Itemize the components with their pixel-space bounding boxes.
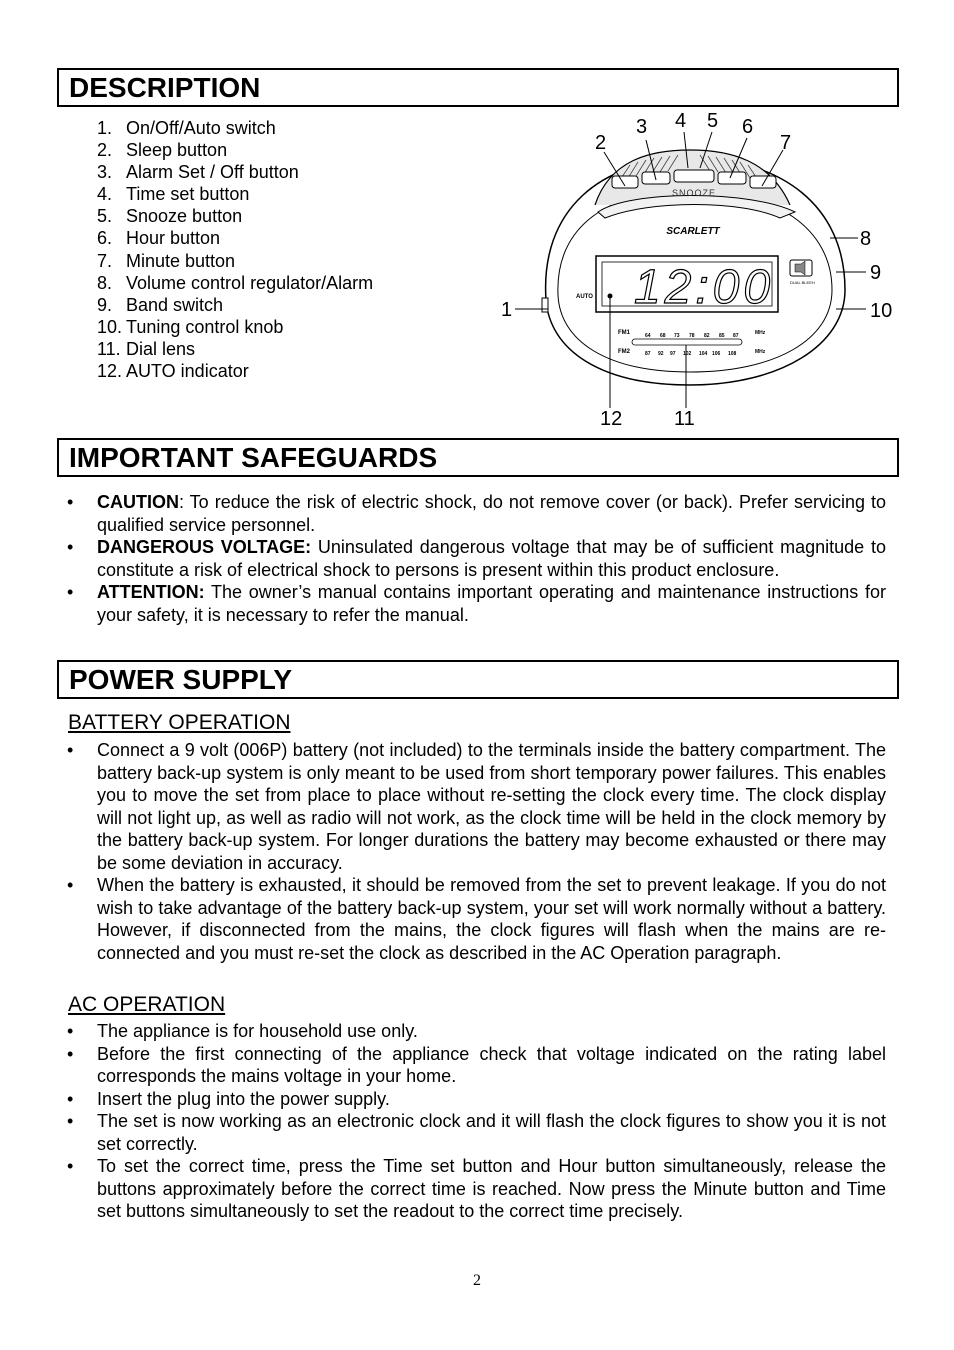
svg-text:68: 68	[660, 333, 666, 339]
svg-text:73: 73	[674, 333, 680, 339]
svg-text:64: 64	[645, 333, 651, 339]
svg-text:102: 102	[683, 351, 692, 357]
svg-text:104: 104	[699, 351, 708, 357]
page-number: 2	[473, 1272, 481, 1289]
svg-text:2: 2	[595, 132, 607, 154]
list-item: • Before the first connecting of the appliance check that voltage indicated on the rating label corresponds the mains voltage in your home.	[67, 1043, 886, 1086]
svg-text:106: 106	[712, 351, 721, 357]
svg-text:92: 92	[658, 351, 664, 357]
svg-text:6: 6	[742, 116, 754, 138]
clock-radio-diagram	[490, 105, 900, 435]
list-item: 1. On/Off/Auto switch	[97, 118, 276, 138]
list-item: • When the battery is exhausted, it should be removed from the set to prevent leakage. If you do not wish to take advantage of the battery back-up system, your set will work normally without a battery. However, if disconnected from the mains, the clock figures will flash when the mains are re-connected and you must re-set the clock as described in the AC Operation paragraph.	[67, 875, 886, 963]
onoff-switch	[542, 298, 548, 312]
list-item: 12. AUTO indicator	[97, 361, 249, 382]
safeguards-list	[67, 491, 886, 626]
svg-text:87: 87	[645, 351, 651, 357]
safeguards-heading: IMPORTANT SAFEGUARDS	[57, 438, 899, 477]
svg-text:3: 3	[636, 116, 648, 138]
list-item: • The set is now working as an electronic clock and it will flash the clock figures to show you it is not set correctly.	[67, 1111, 886, 1154]
list-item: • The appliance is for household use only.	[67, 1021, 418, 1041]
description-list	[97, 117, 373, 382]
list-item: • Insert the plug into the power supply.	[67, 1088, 390, 1109]
list-item: 4. Time set button	[97, 184, 250, 205]
list-item: • ATTENTION: The owner’s manual contains important operating and maintenance instructions for your safety, it is necessary to refer the manual.	[67, 582, 886, 625]
display-digits: 12:00	[633, 261, 775, 314]
svg-text:FM1: FM1	[618, 330, 630, 336]
list-item: 10. Tuning control knob	[97, 316, 284, 337]
auto-label: AUTO	[576, 294, 593, 300]
svg-text:FM2: FM2	[618, 349, 630, 355]
svg-text:5: 5	[707, 110, 719, 132]
svg-text:97: 97	[670, 351, 676, 357]
svg-text:4: 4	[675, 110, 687, 132]
list-item: 11. Dial lens	[97, 338, 196, 359]
list-item: 2. Sleep button	[97, 140, 228, 161]
svg-text:MHz: MHz	[755, 349, 766, 355]
list-item: • To set the correct time, press the Time set button and Hour button simultaneously, release the buttons approximately before the correct time is reached. Now press the Minute button and Time set buttons simultaneously to set the readout to the correct time precisely.	[67, 1156, 886, 1221]
battery-operation-heading: BATTERY OPERATION	[68, 711, 291, 734]
svg-text:10: 10	[870, 300, 893, 322]
brand-label: SCARLETT	[666, 226, 720, 237]
svg-text:87: 87	[733, 333, 739, 339]
description-heading: DESCRIPTION	[57, 68, 899, 107]
svg-text:7: 7	[780, 132, 792, 154]
list-item: 6. Hour button	[97, 228, 221, 249]
list-item: • CAUTION: To reduce the risk of electric shock, do not remove cover (or back). Prefer servicing to qualified service personnel.	[67, 492, 886, 535]
list-item: • Connect a 9 volt (006P) battery (not included) to the terminals inside the battery compartment. The battery back-up system is only meant to be used from short temporary power failures. This enables you to move the set from place to place without re-setting the clock every time. The clock display will not light up, as well as radio will not work, as the clock time will be held in the clock memory by the battery back-up system. For longer durations the battery may become exhausted or there may be some deviation in accuracy.	[67, 740, 886, 873]
power-supply-heading: POWER SUPPLY	[57, 660, 899, 699]
battery-list	[67, 739, 886, 964]
svg-text:82: 82	[704, 333, 710, 339]
svg-text:MHz: MHz	[755, 330, 766, 336]
svg-text:11: 11	[674, 408, 695, 430]
snooze-label: SNOOZE	[671, 188, 717, 198]
ac-operation-heading: AC OPERATION	[68, 993, 226, 1016]
svg-text:12: 12	[600, 408, 623, 430]
list-item: • DANGEROUS VOLTAGE: Uninsulated dangerous voltage that may be of sufficient magnitude to constitute a risk of electrical shock to persons is present within this product enclosure.	[67, 537, 886, 580]
ac-list	[67, 1020, 886, 1223]
list-item: 3. Alarm Set / Off button	[97, 162, 299, 183]
svg-text:9: 9	[870, 262, 882, 284]
dial-lens	[632, 339, 742, 345]
list-item: 8. Volume control regulator/Alarm	[97, 272, 374, 293]
svg-text:108: 108	[728, 351, 737, 357]
list-item: 5. Snooze button	[97, 206, 243, 227]
list-item: 7. Minute button	[97, 250, 236, 271]
svg-text:78: 78	[689, 333, 695, 339]
svg-text:8: 8	[860, 228, 872, 250]
list-item: 9. Band switch	[97, 294, 224, 315]
svg-text:85: 85	[719, 333, 725, 339]
svg-text:1: 1	[501, 299, 513, 321]
band-label: DUAL BLEEH	[790, 280, 815, 285]
